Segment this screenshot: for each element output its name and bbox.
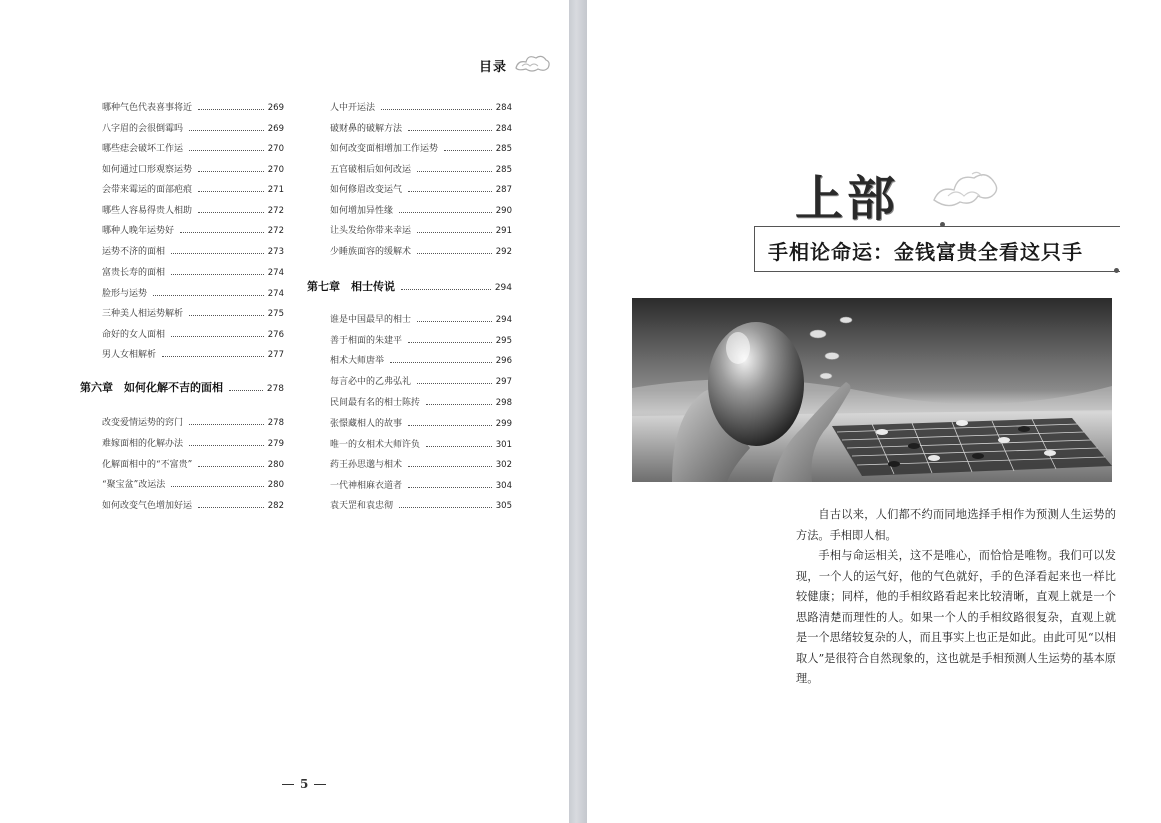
toc-entry-title: 哪种人晚年运势好 xyxy=(102,226,175,236)
toc-entry-page: 298 xyxy=(495,398,512,408)
toc-entry xyxy=(102,100,284,113)
frame-dot xyxy=(940,222,945,227)
body-text xyxy=(796,505,1116,690)
toc-entry-title: 民间最有名的相士陈抟 xyxy=(330,398,421,408)
toc-entry-title: 改变爱情运势的窍门 xyxy=(102,418,184,428)
toc-leader-dots xyxy=(189,149,264,151)
toc-entry-title: 张憬藏相人的故事 xyxy=(330,419,403,429)
toc-entry-title: 男人女相解析 xyxy=(102,350,157,360)
toc-entry xyxy=(330,395,512,408)
toc-entry xyxy=(330,333,512,346)
toc-entry-page: 269 xyxy=(267,103,284,113)
toc-entry-title: 善于相面的朱建平 xyxy=(330,336,403,346)
toc-entry xyxy=(330,162,512,175)
toc-leader-dots xyxy=(189,129,264,131)
toc-entry xyxy=(330,182,512,195)
toc-leader-dots xyxy=(171,335,264,337)
toc-entry-page: 297 xyxy=(495,377,512,387)
toc-entry-title: 如何增加异性缘 xyxy=(330,206,394,216)
toc-entry-page: 280 xyxy=(267,480,284,490)
toc-entry xyxy=(330,141,512,154)
toc-entry-page: 290 xyxy=(495,206,512,216)
toc-leader-dots xyxy=(198,211,264,213)
toc-entry-page: 273 xyxy=(267,247,284,257)
toc-entry xyxy=(330,312,512,325)
toc-entry-title: 如何改变气色增加好运 xyxy=(102,501,193,511)
toc-entry xyxy=(330,203,512,216)
toc-entry-title: 每言必中的乙弗弘礼 xyxy=(330,377,412,387)
page-number-value: 5 xyxy=(300,777,309,791)
toc-entry-page: 299 xyxy=(495,419,512,429)
toc-entry xyxy=(102,415,284,428)
toc-leader-dots xyxy=(408,341,492,343)
toc-leader-dots xyxy=(408,465,492,467)
toc-entry-title: 如何通过口形观察运势 xyxy=(102,165,193,175)
toc-leader-dots xyxy=(426,445,492,447)
toc-entry xyxy=(102,436,284,449)
toc-entry xyxy=(330,457,512,470)
toc-chapter-heading xyxy=(307,278,512,294)
toc-leader-dots xyxy=(189,444,264,446)
toc-entry-page: 294 xyxy=(494,283,512,293)
toc-leader-dots xyxy=(399,506,492,508)
toc-leader-dots xyxy=(198,190,264,192)
toc-entry-title: 难嫁面相的化解办法 xyxy=(102,439,184,449)
toc-entry-title: 第七章 相士传说 xyxy=(307,280,395,293)
toc-leader-dots xyxy=(390,361,492,363)
toc-entry-page: 296 xyxy=(495,356,512,366)
toc-entry xyxy=(330,244,512,257)
toc-leader-dots xyxy=(171,485,264,487)
toc-leader-dots xyxy=(444,149,492,151)
toc-entry-title: “聚宝盆”改运法 xyxy=(102,480,166,490)
toc-entry-page: 280 xyxy=(267,460,284,470)
toc-entry-page: 274 xyxy=(267,289,284,299)
toc-leader-dots xyxy=(408,424,492,426)
toc-leader-dots xyxy=(180,231,264,233)
toc-entry-page: 295 xyxy=(495,336,512,346)
toc-entry-page: 284 xyxy=(495,103,512,113)
toc-entry xyxy=(330,478,512,491)
toc-leader-dots xyxy=(408,486,492,488)
toc-entry-title: 脸形与运势 xyxy=(102,289,148,299)
toc-entry-page: 284 xyxy=(495,124,512,134)
toc-leader-dots xyxy=(401,288,491,290)
toc-entry-title: 三种美人相运势解析 xyxy=(102,309,184,319)
toc-entry-page: 278 xyxy=(267,418,284,428)
book-gutter xyxy=(569,0,587,823)
cloud-ornament-icon xyxy=(928,160,1000,220)
toc-entry xyxy=(102,265,284,278)
toc-entry xyxy=(102,306,284,319)
toc-entry-title: 一代神相麻衣道者 xyxy=(330,481,403,491)
toc-entry-page: 292 xyxy=(495,247,512,257)
toc-entry-title: 如何修眉改变运气 xyxy=(330,185,403,195)
toc-chapter-heading xyxy=(80,379,284,395)
frame-dot xyxy=(1114,268,1119,273)
toc-entry xyxy=(102,498,284,511)
toc-leader-dots xyxy=(171,252,264,254)
toc-entry xyxy=(330,100,512,113)
toc-entry-title: 化解面相中的“不富贵” xyxy=(102,460,193,470)
toc-leader-dots xyxy=(381,108,492,110)
toc-entry-title: 哪些痣会破坏工作运 xyxy=(102,144,184,154)
part-title: 上部 xyxy=(795,171,900,227)
toc-entry-page: 274 xyxy=(267,268,284,278)
toc-entry xyxy=(330,353,512,366)
toc-leader-dots xyxy=(198,465,264,467)
toc-entry-page: 287 xyxy=(495,185,512,195)
toc-entry xyxy=(102,347,284,360)
toc-entry xyxy=(102,162,284,175)
left-page xyxy=(0,0,569,823)
toc-leader-dots xyxy=(171,273,264,275)
toc-leader-dots xyxy=(417,320,492,322)
toc-entry xyxy=(102,223,284,236)
toc-leader-dots xyxy=(399,211,492,213)
toc-entry xyxy=(330,121,512,134)
toc-entry xyxy=(330,437,512,450)
toc-entry-page: 285 xyxy=(495,144,512,154)
paragraph: 手相与命运相关，这不是唯心，而恰恰是唯物。我们可以发现，一个人的运气好，他的气色就好，手的色泽看起来也一样比较健康；同样，他的手相纹路看起来比较清晰，直观上就是一个思路清楚而理性的人。如果一个人的手相纹路很复杂，直观上就是一个思绪较复杂的人，而且事实上也正是如此。由此可见“以相取人”是很符合自然现象的，这也就是手相预测人生运势的基本原理。 xyxy=(796,549,1116,685)
toc-entry-page: 277 xyxy=(267,350,284,360)
page-number xyxy=(276,777,332,791)
toc-entry-page: 278 xyxy=(266,384,284,394)
toc-leader-dots xyxy=(198,108,264,110)
toc-entry xyxy=(102,457,284,470)
toc-leader-dots xyxy=(408,129,492,131)
toc-entry-title: 人中开运法 xyxy=(330,103,376,113)
toc-entry-title: 命好的女人面相 xyxy=(102,330,166,340)
toc-leader-dots xyxy=(408,190,492,192)
toc-entry-title: 谁是中国最早的相士 xyxy=(330,315,412,325)
toc-entry xyxy=(102,477,284,490)
toc-entry xyxy=(102,121,284,134)
toc-entry-title: 第六章 如何化解不吉的面相 xyxy=(80,381,223,394)
toc-leader-dots xyxy=(162,355,264,357)
toc-leader-dots xyxy=(426,403,492,405)
toc-entry-title: 少睡族面容的缓解术 xyxy=(330,247,412,257)
toc-entry-title: 相术大师唐举 xyxy=(330,356,385,366)
toc-entry-title: 运势不济的面相 xyxy=(102,247,166,257)
toc-leader-dots xyxy=(417,170,492,172)
toc-entry-page: 272 xyxy=(267,206,284,216)
toc-entry-title: 袁天罡和袁忠彻 xyxy=(330,501,394,511)
toc-entry-page: 305 xyxy=(495,501,512,511)
toc-entry-page: 270 xyxy=(267,144,284,154)
toc-entry-title: 破财鼻的破解方法 xyxy=(330,124,403,134)
toc-leader-dots xyxy=(417,382,492,384)
toc-entry-page: 294 xyxy=(495,315,512,325)
cloud-ornament-icon xyxy=(512,50,552,76)
toc-entry xyxy=(330,416,512,429)
toc-entry xyxy=(102,244,284,257)
toc-entry-page: 270 xyxy=(267,165,284,175)
toc-header: 目录 xyxy=(479,60,508,75)
toc-entry-title: 药王孙思邈与相术 xyxy=(330,460,403,470)
toc-leader-dots xyxy=(189,423,264,425)
toc-entry-page: 271 xyxy=(267,185,284,195)
toc-entry-page: 282 xyxy=(267,501,284,511)
toc-leader-dots xyxy=(153,294,264,296)
toc-leader-dots xyxy=(229,389,263,391)
toc-leader-dots xyxy=(417,231,492,233)
toc-entry-page: 276 xyxy=(267,330,284,340)
toc-entry xyxy=(102,182,284,195)
toc-entry-title: 唯一的女相术大师许负 xyxy=(330,440,421,450)
toc-entry xyxy=(102,203,284,216)
toc-entry-title: 哪种气色代表喜事将近 xyxy=(102,103,193,113)
hands-egg-illustration xyxy=(632,298,1112,482)
toc-leader-dots xyxy=(198,506,264,508)
toc-entry-title: 八字眉的会很倒霉吗 xyxy=(102,124,184,134)
toc-entry-page: 285 xyxy=(495,165,512,175)
toc-leader-dots xyxy=(198,170,264,172)
part-subtitle: 手相论命运：金钱富贵全看这只手 xyxy=(768,240,1083,264)
toc-entry-page: 304 xyxy=(495,481,512,491)
toc-entry xyxy=(102,327,284,340)
toc-entry xyxy=(330,223,512,236)
toc-entry-page: 272 xyxy=(267,226,284,236)
toc-entry xyxy=(330,498,512,511)
toc-entry-title: 让头发给你带来幸运 xyxy=(330,226,412,236)
paragraph: 自古以来，人们都不约而同地选择手相作为预测人生运势的方法。手相即人相。 xyxy=(796,508,1116,542)
toc-entry-page: 301 xyxy=(495,440,512,450)
toc-entry-page: 279 xyxy=(267,439,284,449)
toc-entry-page: 275 xyxy=(267,309,284,319)
toc-entry-page: 291 xyxy=(495,226,512,236)
toc-entry xyxy=(102,286,284,299)
toc-leader-dots xyxy=(417,252,492,254)
toc-entry-page: 302 xyxy=(495,460,512,470)
toc-entry xyxy=(102,141,284,154)
toc-entry-title: 五官破相后如何改运 xyxy=(330,165,412,175)
toc-entry-title: 会带来霉运的面部疤痕 xyxy=(102,185,193,195)
toc-entry-title: 哪些人容易得贵人相助 xyxy=(102,206,193,216)
toc-entry-title: 富贵长寿的面相 xyxy=(102,268,166,278)
toc-entry xyxy=(330,374,512,387)
toc-entry-page: 269 xyxy=(267,124,284,134)
toc-entry-title: 如何改变面相增加工作运势 xyxy=(330,144,439,154)
toc-leader-dots xyxy=(189,314,264,316)
